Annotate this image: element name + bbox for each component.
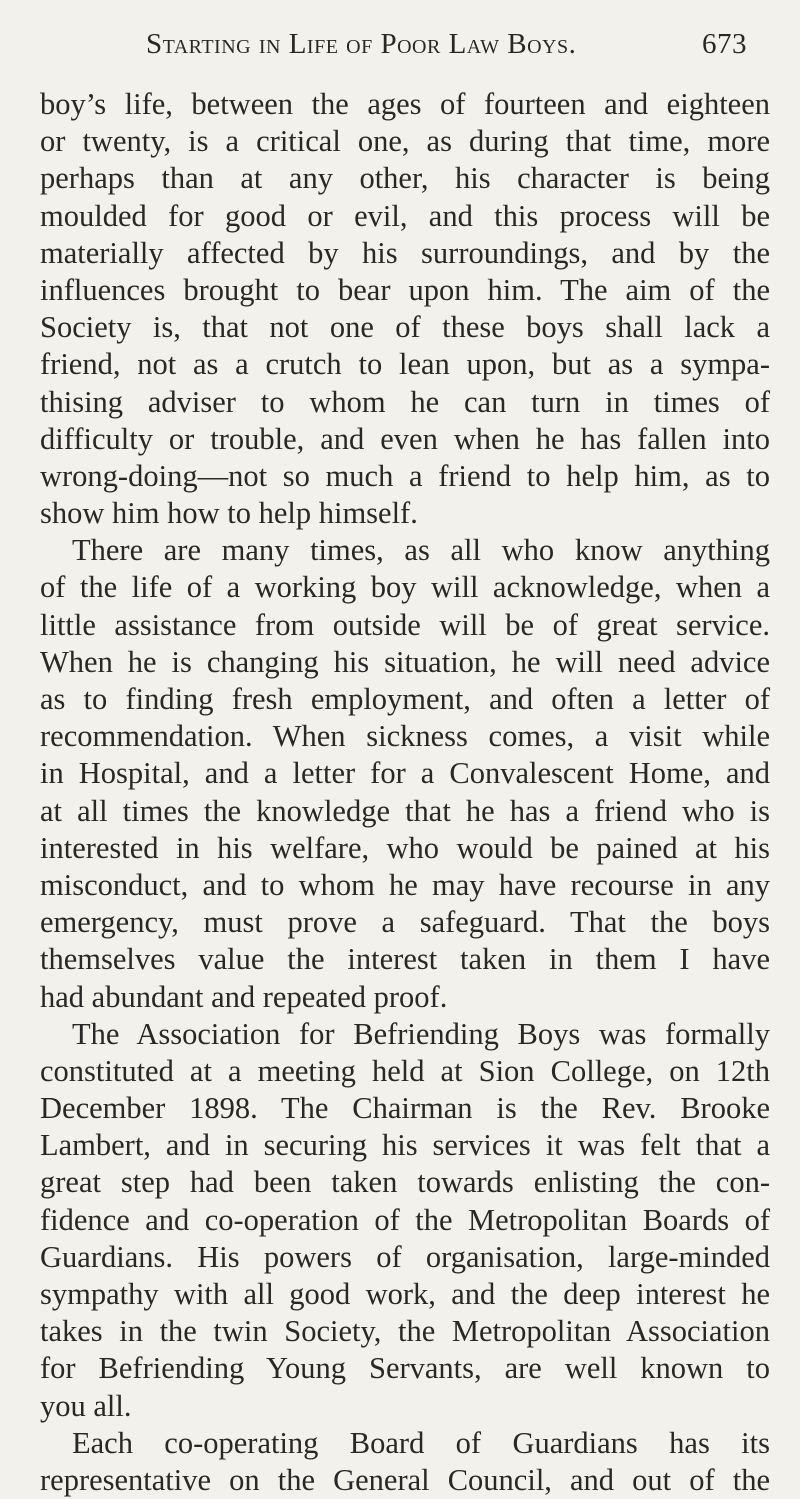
- text-line: There are many times, as all who know anything: [72, 533, 770, 568]
- text-line: boy’s life, between the ages of fourteen and eighteen: [40, 87, 770, 121]
- paragraph: [40, 532, 770, 1015]
- text-line: Lambert, and in securing his services it was felt that a: [40, 1128, 770, 1163]
- text-line: constituted at a meeting held at Sion College, on 12th: [40, 1053, 770, 1088]
- text-line: misconduct, and to whom he may have recourse in any: [40, 867, 770, 902]
- text-line: interested in his welfare, who would be pained at his: [40, 830, 770, 865]
- text-line: perhaps than at any other, his character is being: [40, 161, 770, 196]
- text-line: show him how to help himself.: [40, 496, 418, 531]
- text-line: at all times the knowledge that he has a friend who is: [40, 793, 770, 828]
- text-line: materially affected by his surroundings, and by the: [40, 235, 770, 270]
- paragraph: [40, 86, 770, 532]
- text-line: recommendation. When sickness comes, a visit while: [40, 719, 770, 754]
- text-line: fidence and co-operation of the Metropolitan Boards of: [40, 1202, 770, 1237]
- text-line: Each co-operating Board of Guardians has its: [72, 1425, 770, 1460]
- text-line: The Association for Befriending Boys was formally: [72, 1016, 770, 1051]
- body-text: [40, 86, 770, 1499]
- page-number: 673: [702, 28, 747, 60]
- text-line: of the life of a working boy will acknowledge, when a: [40, 570, 770, 605]
- text-line: takes in the twin Society, the Metropolitan Association: [40, 1314, 770, 1349]
- text-line: moulded for good or evil, and this process will be: [40, 198, 770, 233]
- text-line: friend, not as a crutch to lean upon, but as a sympa-: [40, 347, 770, 382]
- paragraph: [40, 1425, 770, 1499]
- text-line: When he is changing his situation, he will need advice: [40, 644, 770, 679]
- text-line: December 1898. The Chairman is the Rev. Brooke: [40, 1091, 770, 1126]
- text-line: Society is, that not one of these boys shall lack a: [40, 310, 770, 345]
- running-title: Starting in Life of Poor Law Boys.: [146, 28, 577, 60]
- text-line: difficulty or trouble, and even when he has fallen into: [40, 421, 770, 456]
- text-line: as to finding fresh employment, and often a letter of: [40, 682, 770, 716]
- text-line: or twenty, is a critical one, as during that time, more: [40, 124, 770, 159]
- text-line: for Befriending Young Servants, are well known to: [40, 1351, 770, 1386]
- text-line: emergency, must prove a safeguard. That the boys: [40, 905, 770, 940]
- text-line: sympathy with all good work, and the deep interest he: [40, 1277, 770, 1311]
- text-line: themselves value the interest taken in them I have: [40, 942, 770, 977]
- text-line: representative on the General Council, and out of the: [40, 1462, 770, 1497]
- running-head: [146, 28, 786, 72]
- paragraph: [40, 1016, 770, 1425]
- text-line: had abundant and repeated proof.: [40, 979, 448, 1014]
- text-line: you all.: [40, 1388, 132, 1423]
- text-line: Guardians. His powers of organisation, large-minded: [40, 1239, 770, 1274]
- text-line: little assistance from outside will be of great service.: [40, 607, 770, 642]
- text-line: influences brought to bear upon him. The aim of the: [40, 272, 770, 307]
- text-line: great step had been taken towards enlisting the con-: [40, 1165, 770, 1200]
- text-line: wrong-doing—not so much a friend to help him, as to: [40, 458, 770, 493]
- text-line: thising adviser to whom he can turn in times of: [40, 384, 770, 419]
- text-line: in Hospital, and a letter for a Convalescent Home, and: [40, 756, 770, 791]
